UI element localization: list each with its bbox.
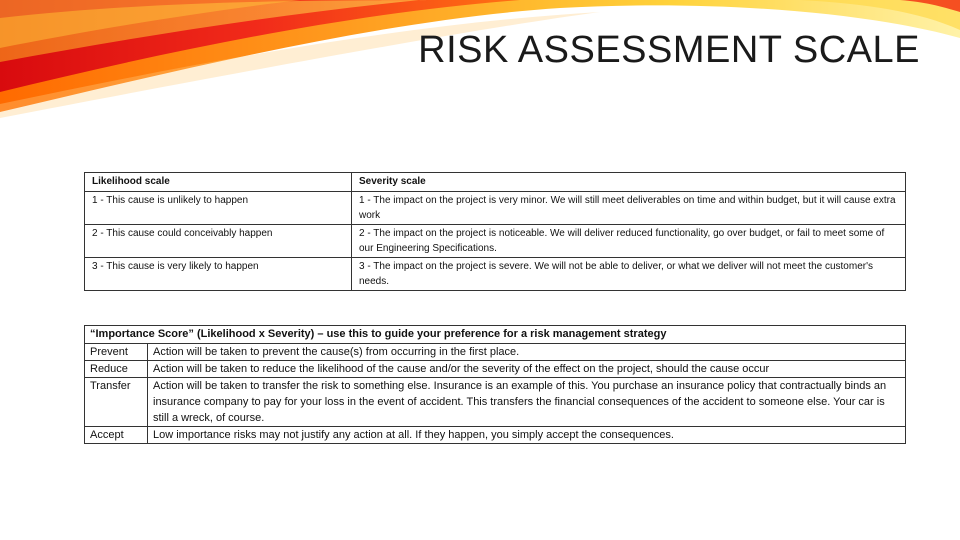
strategy-description: Action will be taken to transfer the risk to something else. Insurance is an example of this. You purchase an insurance policy that contractually binds an insurance company to pay for your loss in the event of accident. This transfers the financial consequences of the accident to someone else. Your car is still a wreck, of course. <box>148 378 906 427</box>
table-row <box>85 427 906 444</box>
table-row <box>85 192 906 225</box>
slide-title: RISK ASSESSMENT SCALE <box>418 29 920 71</box>
table-row <box>85 225 906 258</box>
likelihood-header: Likelihood scale <box>85 173 352 192</box>
strategy-description: Action will be taken to prevent the cause(s) from occurring in the first place. <box>148 344 906 361</box>
likelihood-cell: 1 - This cause is unlikely to happen <box>85 192 352 225</box>
importance-score-header: “Importance Score” (Likelihood x Severity) – use this to guide your preference for a risk management strategy <box>85 326 906 344</box>
strategy-description: Action will be taken to reduce the likelihood of the cause and/or the severity of the effect on the project, should the cause occur <box>148 361 906 378</box>
severity-cell: 3 - The impact on the project is severe. We will not be able to deliver, or what we deliver will not meet the customer's needs. <box>352 258 906 291</box>
strategy-name: Accept <box>85 427 148 444</box>
likelihood-cell: 2 - This cause could conceivably happen <box>85 225 352 258</box>
scales-table <box>84 172 906 291</box>
strategy-name: Reduce <box>85 361 148 378</box>
strategy-description: Low importance risks may not justify any action at all. If they happen, you simply accept the consequences. <box>148 427 906 444</box>
severity-cell: 2 - The impact on the project is noticeable. We will deliver reduced functionality, go over budget, or fail to meet some of our Engineering Specifications. <box>352 225 906 258</box>
strategy-name: Prevent <box>85 344 148 361</box>
table-row <box>85 361 906 378</box>
strategy-name: Transfer <box>85 378 148 427</box>
table-row <box>85 344 906 361</box>
severity-cell: 1 - The impact on the project is very minor. We will still meet deliverables on time and within budget, but it will cause extra work <box>352 192 906 225</box>
scales-header-row <box>85 173 906 192</box>
table-row <box>85 378 906 427</box>
severity-header: Severity scale <box>352 173 906 192</box>
table-row <box>85 258 906 291</box>
strategy-table <box>84 325 906 444</box>
likelihood-cell: 3 - This cause is very likely to happen <box>85 258 352 291</box>
strategy-header-row <box>85 326 906 344</box>
